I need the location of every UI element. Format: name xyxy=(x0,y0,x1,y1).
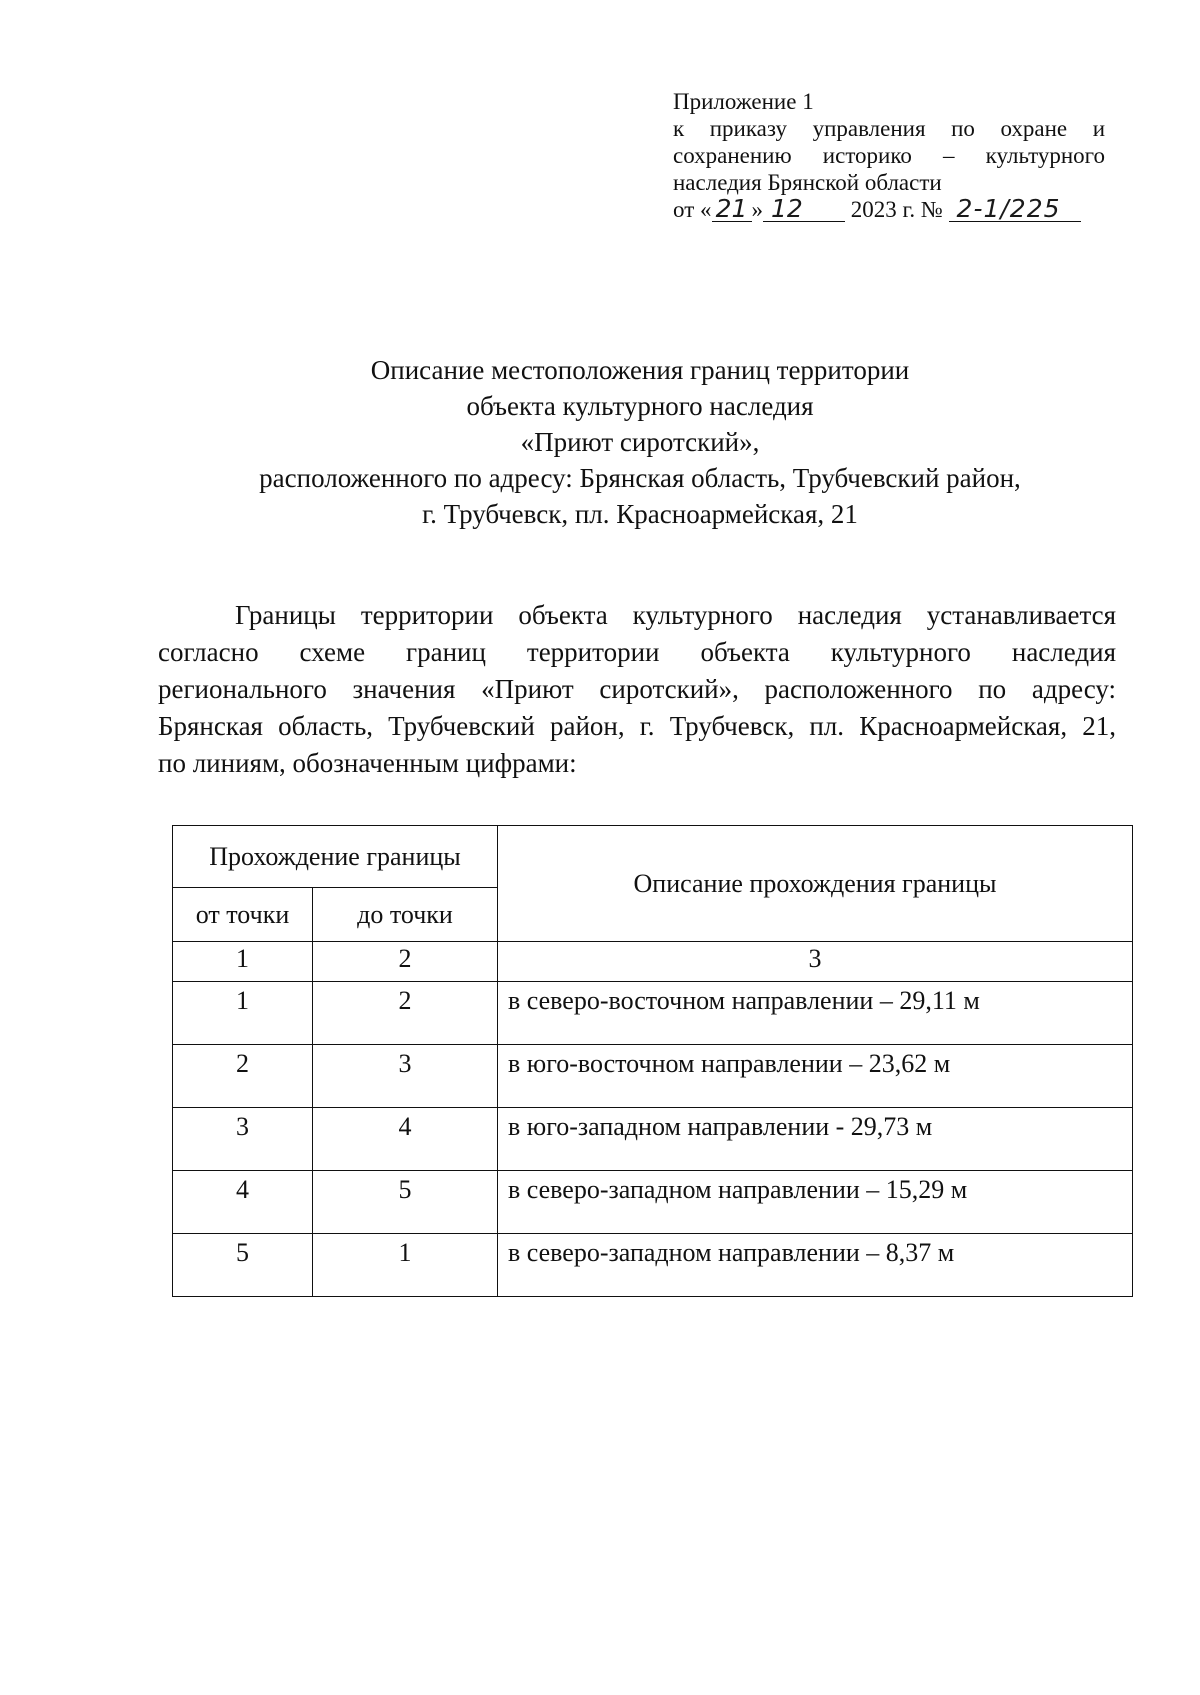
paragraph-line: Брянская область, Трубчевский район, г. Трубчевск, пл. Красноармейская, 21, xyxy=(158,711,1116,741)
from-point-cell: 1 xyxy=(173,982,313,1045)
title-line: г. Трубчевск, пл. Красноармейская, 21 xyxy=(422,499,858,529)
column-number: 3 xyxy=(498,942,1133,982)
year-text: 2023 г. № xyxy=(850,197,943,222)
paragraph-line: согласно схеме границ территории объекта культурного наследия xyxy=(158,637,1116,667)
date-prefix: от « xyxy=(673,197,712,222)
header-boundary-passage: Прохождение границы xyxy=(173,826,498,888)
handwritten-order-number: 2-1/225 xyxy=(949,197,1081,222)
document-title xyxy=(150,352,1130,532)
column-number: 1 xyxy=(173,942,313,982)
title-line: объекта культурного наследия xyxy=(466,391,814,421)
table-row xyxy=(173,1234,1133,1297)
boundary-table xyxy=(172,825,1133,1297)
table-row xyxy=(173,1108,1133,1171)
from-point-cell: 4 xyxy=(173,1171,313,1234)
description-cell: в юго-западном направлении - 29,73 м xyxy=(498,1108,1133,1171)
to-point-cell: 3 xyxy=(313,1045,498,1108)
header-from-point: от точки xyxy=(173,888,313,942)
table-row xyxy=(173,982,1133,1045)
appendix-block xyxy=(673,88,1105,223)
appendix-date-line xyxy=(673,196,1105,223)
description-cell: в северо-западном направлении – 15,29 м xyxy=(498,1171,1133,1234)
to-point-cell: 5 xyxy=(313,1171,498,1234)
header-description: Описание прохождения границы xyxy=(498,826,1133,942)
appendix-order-line: наследия Брянской области xyxy=(673,170,942,195)
handwritten-day: 21 xyxy=(712,197,752,222)
column-number-row xyxy=(173,942,1133,982)
paragraph-line: Границы территории объекта культурного наследия устанавливается xyxy=(235,600,1116,630)
description-cell: в юго-восточном направлении – 23,62 м xyxy=(498,1045,1133,1108)
to-point-cell: 1 xyxy=(313,1234,498,1297)
to-point-cell: 2 xyxy=(313,982,498,1045)
from-point-cell: 5 xyxy=(173,1234,313,1297)
table-row xyxy=(173,1045,1133,1108)
to-point-cell: 4 xyxy=(313,1108,498,1171)
appendix-order-line: сохранению историко – культурного xyxy=(673,143,1105,168)
description-cell: в северо-восточном направлении – 29,11 м xyxy=(498,982,1133,1045)
from-point-cell: 2 xyxy=(173,1045,313,1108)
paragraph-line: по линиям, обозначенным цифрами: xyxy=(158,748,577,778)
title-line: «Приют сиротский», xyxy=(520,427,760,457)
title-line: расположенного по адресу: Брянская область, Трубчевский район, xyxy=(259,463,1021,493)
handwritten-month: 12 xyxy=(763,197,845,222)
appendix-title: Приложение 1 xyxy=(673,89,814,114)
column-number: 2 xyxy=(313,942,498,982)
description-cell: в северо-западном направлении – 8,37 м xyxy=(498,1234,1133,1297)
body-paragraph xyxy=(158,597,1116,782)
appendix-order-line: к приказу управления по охране и xyxy=(673,116,1105,141)
title-line: Описание местоположения границ территории xyxy=(370,355,910,385)
table-row xyxy=(173,1171,1133,1234)
paragraph-line: регионального значения «Приют сиротский», расположенного по адресу: xyxy=(158,674,1116,704)
from-point-cell: 3 xyxy=(173,1108,313,1171)
header-to-point: до точки xyxy=(313,888,498,942)
date-mid: » xyxy=(751,197,763,222)
